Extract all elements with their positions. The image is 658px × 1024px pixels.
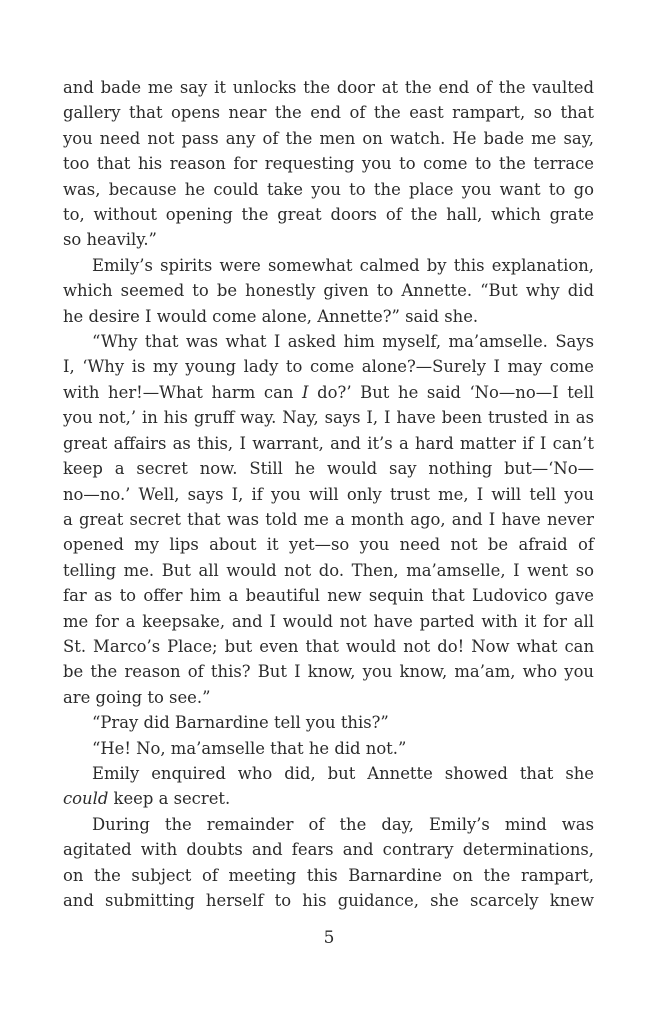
text-line: which seemed to be honestly given to Annette. “But why did (63, 281, 594, 301)
text-line: “Why that was what I asked him myself, ma’amselle. Says (92, 332, 594, 352)
text-line: and submitting herself to his guidance, she scarcely knew (63, 891, 594, 910)
text-line: keep a secret now. Still he would say nothing but—‘No— (63, 459, 594, 479)
text-line: no—no.’ Well, says I, if you will only trust me, I will tell you (63, 484, 594, 504)
text-line: far as to offer him a beautiful new sequin that Ludovico gave (63, 586, 594, 606)
text-line: gallery that opens near the end of the east rampart, so that (63, 103, 594, 123)
paragraph (63, 710, 594, 735)
text-line: and bade me say it unlocks the door at the end of the vaulted (63, 78, 594, 97)
text-line: me for a keepsake, and I would not have parted with it for all (63, 611, 594, 631)
text-line: agitated with doubts and fears and contrary determinations, (63, 840, 594, 860)
text-line: you need not pass any of the men on watch. He bade me say, (63, 128, 594, 148)
text-line: opened my lips about it yet—so you need not be afraid of (63, 535, 594, 555)
text-line: too that his reason for requesting you to come to the terrace (63, 154, 594, 174)
text-line: St. Marco’s Place; but even that would not do! Now what can (63, 636, 594, 656)
body-text (63, 75, 594, 913)
paragraph (63, 736, 594, 761)
text-line: you not,’ in his gruff way. Nay, says I, I have been trusted in as (63, 408, 594, 428)
text-line: with her!—What harm can I do?’ But he said ‘No—no—I tell (63, 382, 594, 402)
text-line: was, because he could take you to the place you want to go (63, 179, 594, 199)
paragraph (63, 75, 594, 253)
text-line: a great secret that was told me a month ago, and I have never (63, 509, 594, 529)
text-line: “He! No, ma’amselle that he did not.” (92, 738, 407, 758)
paragraph (63, 761, 594, 812)
text-line: During the remainder of the day, Emily’s mind was (92, 814, 594, 834)
text-line: to, without opening the great doors of the hall, which grate (63, 205, 594, 225)
paragraph (63, 329, 594, 710)
text-line: so heavily.” (63, 230, 157, 250)
paragraph (63, 812, 594, 914)
text-line: telling me. But all would not do. Then, ma’amselle, I went so (63, 560, 594, 580)
text-line: Emily enquired who did, but Annette showed that she (92, 763, 594, 783)
text-line: could keep a secret. (63, 789, 231, 809)
page-number: 5 (323, 928, 335, 948)
text-line: “Pray did Barnardine tell you this?” (92, 713, 389, 733)
text-line: be the reason of this? But I know, you know, ma’am, who you (63, 662, 594, 682)
text-line: great affairs as this, I warrant, and it’s a hard matter if I can’t (63, 433, 594, 453)
text-line: Emily’s spirits were somewhat calmed by this explanation, (92, 255, 594, 275)
text-line: on the subject of meeting this Barnardine on the rampart, (63, 865, 594, 885)
text-line: are going to see.” (63, 687, 211, 707)
text-line: I, ‘Why is my young lady to come alone?—Surely I may come (63, 357, 594, 377)
text-line: he desire I would come alone, Annette?” said she. (63, 306, 479, 326)
paragraph (63, 253, 594, 329)
